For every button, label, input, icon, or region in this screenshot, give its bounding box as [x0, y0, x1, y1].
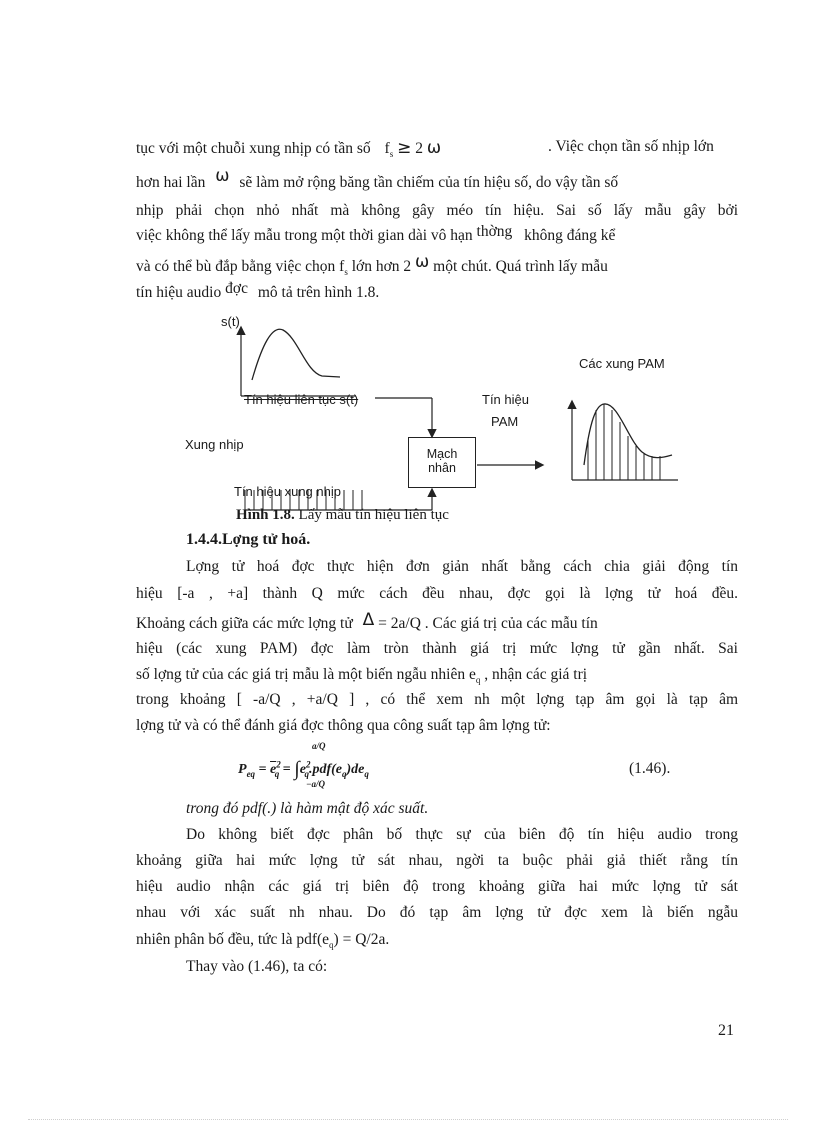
pam-pulses: [588, 404, 660, 480]
p1-line3: nhịp phải chọn nhỏ nhất mà không gây méo tín hiệu. Sai số lấy mẫu gây bởi: [136, 202, 738, 219]
p3-line5: [136, 931, 389, 950]
eq-sign: =: [282, 762, 291, 777]
text: = 2a/Q . Các giá trị của các mẫu tín: [378, 615, 598, 632]
text: Khoảng cách giữa các mức lợng tử: [136, 615, 353, 632]
p1-line1-end: . Việc chọn tần số nhịp lớn: [548, 138, 714, 155]
p2-line2: hiệu [-a , +a] thành Q mức cách đều nhau, đợc gọi là lợng tử hoá đều.: [136, 585, 738, 602]
eq-sign: =: [258, 762, 267, 777]
p2-line1: Lợng tử hoá đợc thực hiện đơn giản nhất bằng cách chia giải động tín: [186, 558, 738, 575]
label-pam-pulses: Các xung PAM: [579, 356, 665, 371]
text: lớn hơn 2: [351, 258, 412, 275]
sub: q: [364, 768, 369, 779]
text: đợc: [225, 280, 248, 297]
section-title: Lợng tử hoá.: [222, 531, 311, 548]
eq-mean-square: $\overline{e}$: [270, 762, 277, 777]
text: một chút. Quá trình lấy mẫu: [433, 258, 608, 275]
text: không đáng kể: [524, 227, 616, 244]
omega-symbol: ω: [215, 166, 230, 186]
p3-line2: khoảng giữa hai mức lợng tử sát nhau, ngời ta buộc phải giả thiết rằng tín: [136, 852, 738, 869]
section-number: 1.4.4.: [186, 531, 222, 548]
sub: q: [304, 768, 309, 779]
text: 2: [415, 140, 423, 157]
text: , nhận các giá trị: [484, 666, 588, 683]
omega-symbol: ω: [426, 138, 442, 158]
label-clock-signal: Tín hiệu xung nhịp: [234, 484, 341, 499]
p3-line1: Do không biết đợc phân bố thực sự của biên độ tín hiệu audio trong: [186, 826, 738, 843]
text: hơn hai lần: [136, 174, 206, 191]
p2-line3: [136, 610, 598, 633]
caption-number: Hình 1.8.: [236, 507, 295, 523]
p2-line6: trong khoảng [ -a/Q , +a/Q ] , có thể xem nh một lợng tạp âm gọi là tạp âm: [136, 691, 738, 708]
p3-line3: hiệu audio nhận các giá trị biên độ trong khoảng giữa hai mức lợng tử sát: [136, 878, 738, 895]
figure-caption: [236, 507, 449, 524]
eq-pdf-close: )de: [346, 762, 365, 777]
multiplier-box: [408, 437, 476, 488]
p2-line5: [136, 666, 587, 685]
label-clock: Xung nhịp: [185, 437, 244, 452]
p2-line7: lợng tử và có thể đánh giá đợc thông qua công suất tạp âm lợng tử:: [136, 717, 551, 734]
sub: q: [274, 768, 280, 779]
sub: q: [475, 675, 481, 686]
note-pdf: trong đó pdf(.) là hàm mật độ xác suất.: [186, 800, 429, 817]
sub: eq: [246, 768, 256, 779]
continuous-signal-curve: [252, 329, 340, 380]
equation-number: (1.46).: [629, 760, 671, 777]
geq-symbol: ≥: [397, 138, 412, 158]
integral-sign: ∫: [294, 758, 300, 780]
p4-line: Thay vào (1.46), ta có:: [186, 958, 328, 975]
text: số lợng tử của các giá trị mẫu là một biến ngẫu nhiên e: [136, 666, 476, 683]
equation-1-46: $P_{eq} = \overline{e}^2_q = \int e^2_q.pdf(e_q)de_q$: [238, 758, 369, 780]
text: nhiên phân bố đều, tức là pdf(e: [136, 931, 330, 948]
page-bottom-border: [28, 1119, 788, 1120]
text: tục với một chuỗi xung nhịp có tần số: [136, 140, 371, 157]
page-number: 21: [718, 1022, 734, 1039]
text: và có thể bù đắp bằng việc chọn f: [136, 258, 345, 275]
p2-line4: hiệu (các xung PAM) đợc làm tròn thành giá trị mức lợng tử gần nhất. Sai: [136, 640, 738, 657]
section-heading: [186, 531, 310, 549]
integral-upper-limit: a/Q: [312, 741, 326, 751]
delta-symbol: Δ: [362, 610, 375, 630]
text: sẽ làm mở rộng băng tần chiếm của tín hiệu số, do vậy tần số: [239, 174, 619, 191]
eq-integrand: e: [299, 762, 306, 777]
label-pam-signal-2: PAM: [491, 414, 519, 429]
label-continuous-signal: Tín hiệu liên tục s(t): [244, 392, 359, 407]
omega-symbol: ω: [415, 252, 430, 272]
sub: s: [344, 267, 348, 278]
integral-lower-limit: −a/Q: [306, 779, 325, 789]
sub: q: [342, 768, 347, 779]
sub: q: [329, 940, 334, 951]
label-pam-signal-1: Tín hiệu: [482, 392, 529, 407]
p3-line4: nhau với xác suất nh nhau. Do đó tạp âm lợng tử đợc xem là biến ngẫu: [136, 904, 738, 921]
eq-pdf: .pdf(e: [308, 762, 342, 777]
text: việc không thể lấy mẫu trong một thời gian dài vô hạn: [136, 227, 473, 244]
eq-lhs: P: [238, 762, 247, 777]
multiplier-label-2: nhân: [428, 461, 456, 475]
fs-symbol: $f_s$: [384, 140, 394, 160]
text: mô tả trên hình 1.8.: [257, 284, 380, 301]
text: tín hiệu audio: [136, 284, 222, 301]
axis-label-st: s(t): [221, 314, 240, 329]
caption-text: Lấy mẫu tín hiệu liên tục: [298, 507, 449, 523]
text: ) = Q/2a.: [333, 931, 390, 948]
multiplier-label-1: Mạch: [426, 447, 458, 461]
text: thờng: [476, 223, 513, 240]
